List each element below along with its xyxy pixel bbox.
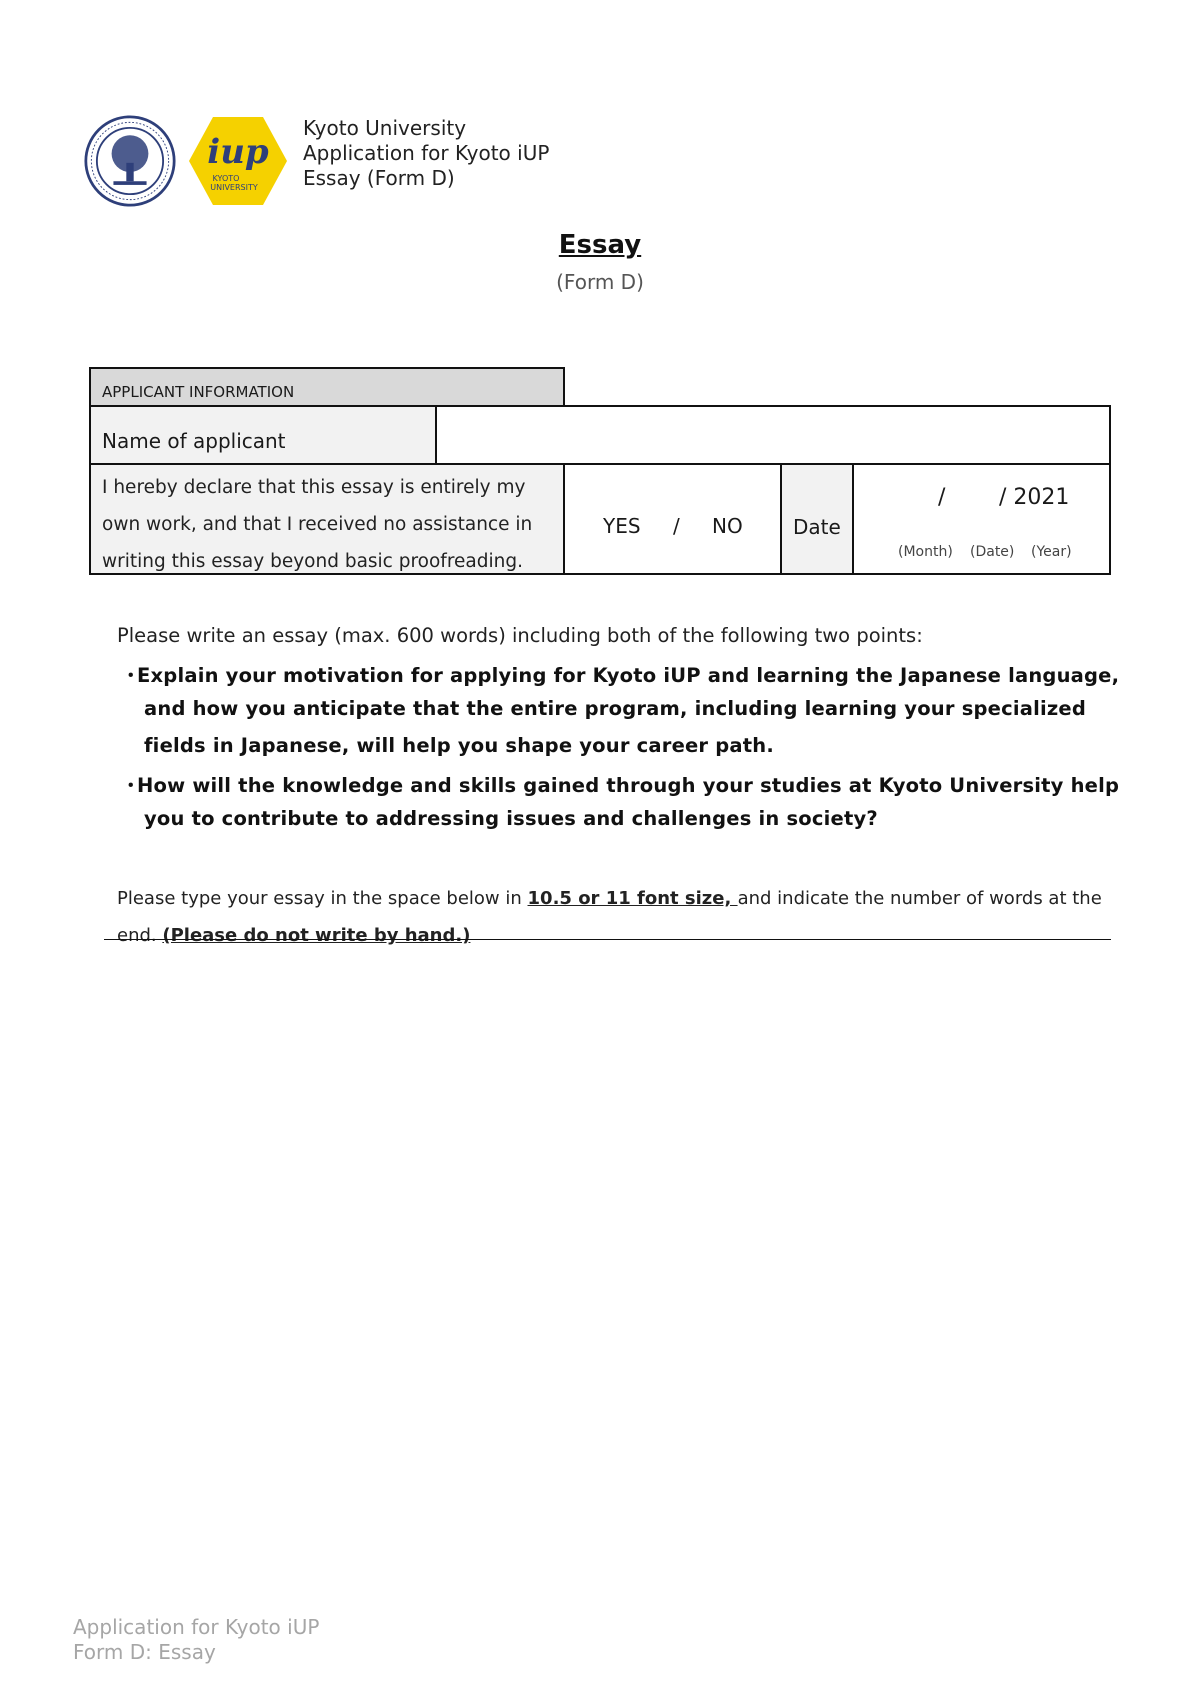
yes-no-separator: /	[673, 514, 680, 538]
header-application: Application for Kyoto iUP	[303, 141, 550, 165]
name-label: Name of applicant	[89, 405, 437, 465]
date-slash-1: /	[938, 485, 946, 510]
hint-month: (Month)	[898, 544, 953, 560]
yes-option[interactable]: YES	[603, 514, 641, 538]
footer-line-1: Application for Kyoto iUP	[73, 1615, 320, 1639]
footer-line-2: Form D: Essay	[73, 1640, 216, 1664]
page-subtitle: (Form D)	[556, 270, 644, 294]
header-university: Kyoto University	[303, 116, 467, 140]
essay-area-divider	[104, 939, 1111, 940]
font-size-requirement: 10.5 or 11 font size,	[527, 888, 738, 909]
name-field[interactable]	[435, 405, 1111, 465]
svg-text:UNIVERSITY: UNIVERSITY	[210, 183, 258, 192]
point-1-line-3: fields in Japanese, will help you shape your career path.	[144, 734, 774, 757]
point-2-line-2: you to contribute to addressing issues and challenges in society?	[144, 807, 878, 830]
no-option[interactable]: NO	[712, 514, 743, 538]
typing-instructions: Please type your essay in the space below in 10.5 or 11 font size, and indicate the number of words at the end. (Please do not write by hand.)	[117, 888, 1102, 946]
document-header	[303, 116, 549, 191]
point-1-line-2: and how you anticipate that the entire program, including learning your specialized	[144, 697, 1086, 720]
hint-date: (Date)	[970, 544, 1015, 560]
applicant-info-header: APPLICANT INFORMATION	[89, 367, 565, 407]
page-footer	[73, 1615, 319, 1665]
date-field[interactable]	[852, 463, 1111, 575]
essay-instructions: Please write an essay (max. 600 words) including both of the following two points:	[117, 624, 923, 647]
svg-text:iup: iup	[207, 132, 269, 172]
svg-text:KYOTO: KYOTO	[212, 174, 240, 183]
declaration-text: I hereby declare that this essay is entirely my own work, and that I received no assistance in writing this essay beyond basic proofreading.	[89, 463, 565, 575]
date-slash-year: / 2021	[999, 485, 1070, 510]
hint-year: (Year)	[1031, 544, 1072, 560]
page-title: Essay	[558, 230, 642, 260]
kyoto-iup-logo-icon	[188, 115, 288, 207]
header-form: Essay (Form D)	[303, 166, 455, 190]
point-2-line-1: ・How will the knowledge and skills gained through your studies at Kyoto University help	[121, 774, 1120, 797]
kyoto-university-seal-icon	[84, 115, 176, 207]
date-label: Date	[780, 463, 854, 575]
point-1-line-1: ・Explain your motivation for applying for Kyoto iUP and learning the Japanese language,	[121, 664, 1120, 687]
declaration-choice	[563, 463, 782, 575]
no-handwriting-note: (Please do not write by hand.)	[162, 925, 471, 946]
